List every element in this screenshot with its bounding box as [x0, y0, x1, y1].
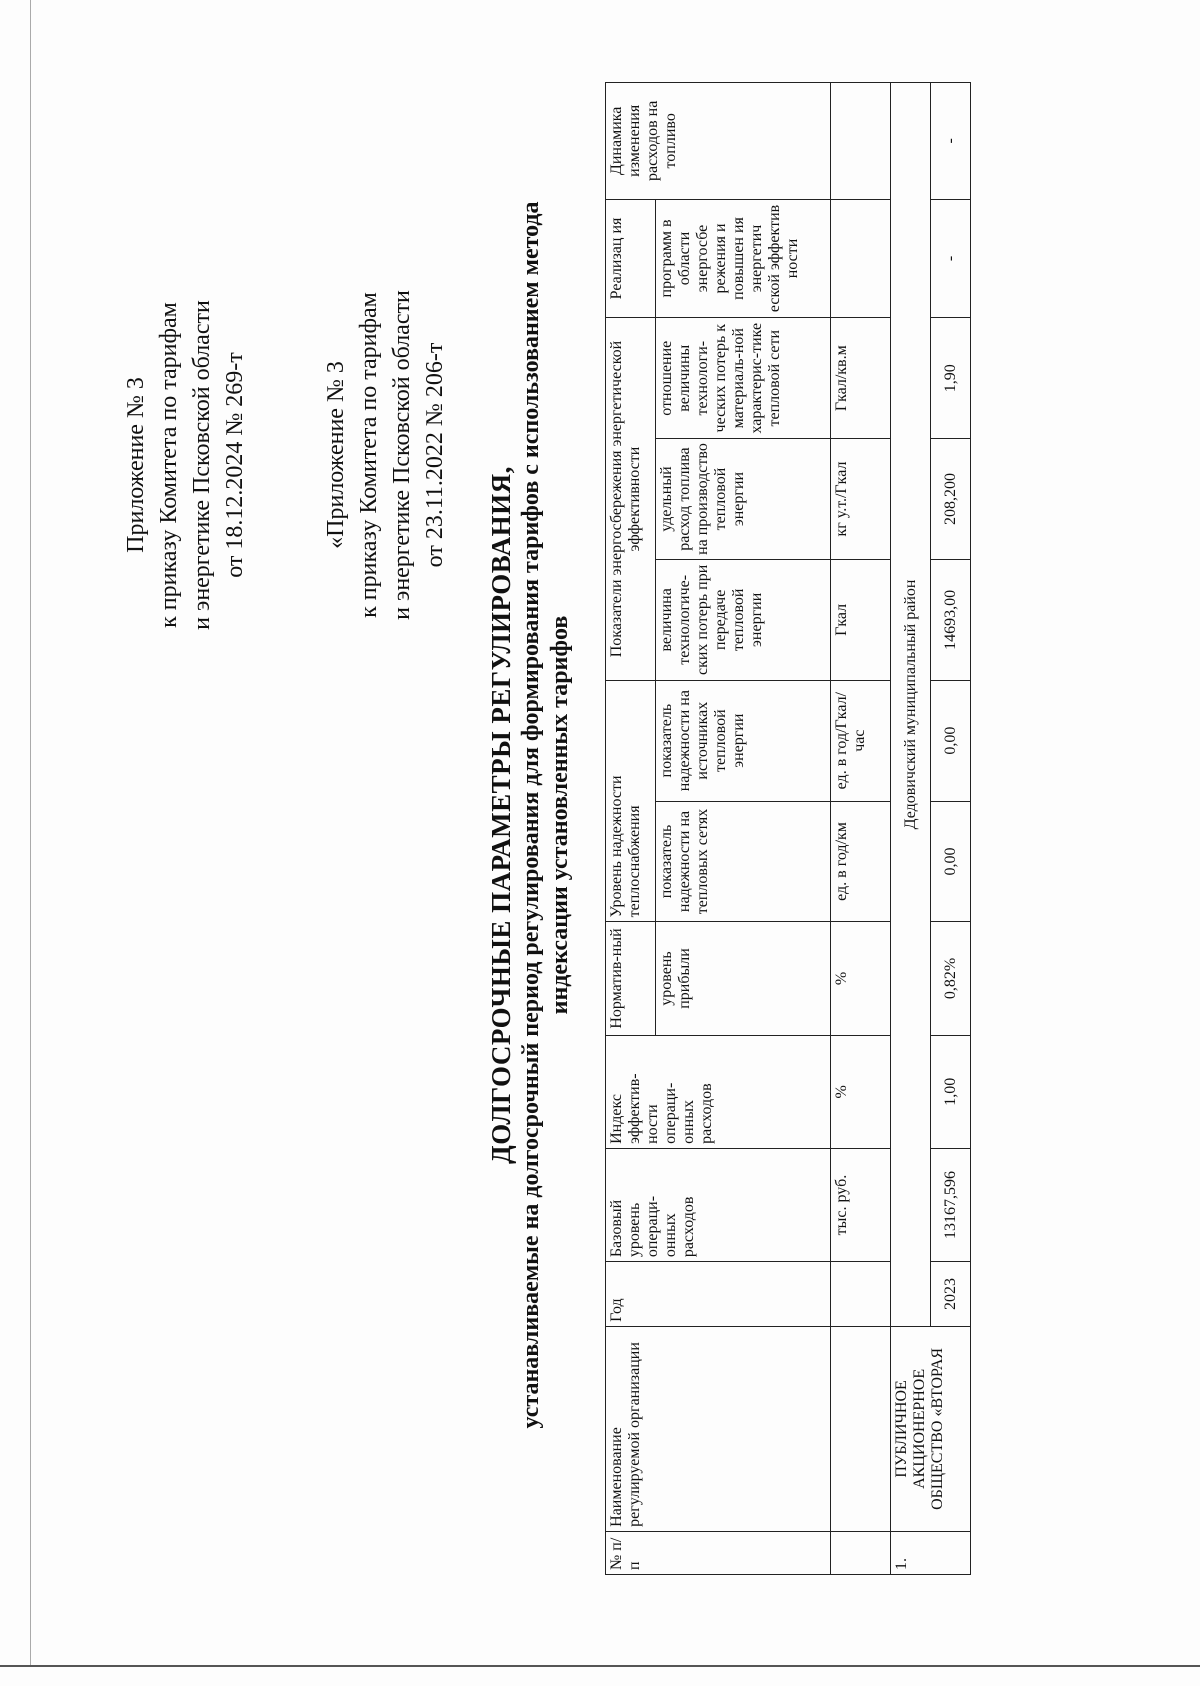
stamp-line: от 18.12.2024 № 269-т	[222, 352, 248, 578]
title-subtitle: индексации установленных тарифов	[547, 615, 573, 1015]
header-normative-group: Норматив-ный	[606, 922, 656, 1035]
header-energy-group: Показатели энергосбережения энергетической эффективности	[606, 318, 656, 680]
header-energy-program: программ в области энергосбе режения и повышен ия энергетич еской эффектив ности	[656, 199, 831, 318]
table-header-row	[606, 83, 656, 1575]
cell-profit-level: 0,82%	[931, 922, 971, 1035]
units-cell: Гкал/кв.м	[831, 318, 891, 439]
units-cell: %	[831, 1035, 891, 1148]
units-cell	[831, 1326, 891, 1531]
cell-fuel-dynamics: -	[931, 83, 971, 200]
stamp-line: к приказу Комитета по тарифам	[156, 302, 182, 628]
cell-reliability-sources: 0,00	[931, 680, 971, 801]
stamp-line: от 23.11.2022 № 206-т	[422, 342, 448, 568]
stamp-line: и энергетике Псковской области	[189, 300, 215, 630]
cell-energy-program: -	[931, 199, 971, 318]
title-main: ДОЛГОСРОЧНЫЕ ПАРАМЕТРЫ РЕГУЛИРОВАНИЯ,	[486, 466, 516, 1164]
header-loss-ratio: отношение величины технологи-ческих потерь к материаль-ной характерис-тике тепловой сети	[656, 318, 831, 439]
cell-reliability-networks: 0,00	[931, 801, 971, 922]
document-title	[485, 65, 575, 1565]
units-cell	[831, 83, 891, 200]
header-program-group: Реализац ия	[606, 199, 656, 318]
parameters-table	[605, 82, 971, 1575]
units-cell	[831, 199, 891, 318]
cell-year: 2023	[931, 1262, 971, 1327]
title-subtitle: устанавливаемые на долгосрочный период регулирования для формирования тарифов с использованием метода	[518, 201, 544, 1429]
header-base-opex: Базовый уровень операци-онных расходов	[606, 1148, 831, 1261]
header-efficiency-index: Индекс эффектив-ности операци-онных расходов	[606, 1035, 831, 1148]
table-units-row	[831, 83, 891, 1575]
stamp-line: и энергетике Псковской области	[389, 290, 415, 620]
units-cell	[831, 1531, 891, 1574]
cell-efficiency-index: 1,00	[931, 1035, 971, 1148]
header-fuel-rate: удельный расход топлива на производство тепловой энергии	[656, 439, 831, 560]
appendix-stamp-current	[120, 235, 252, 695]
cell-fuel-rate: 208,200	[931, 439, 971, 560]
header-org: Наименование регулируемой организации	[606, 1326, 831, 1531]
header-year: Год	[606, 1262, 831, 1327]
stamp-line: к приказу Комитета по тарифам	[356, 292, 382, 618]
table-row	[891, 83, 931, 1575]
row-org-name: ПУБЛИЧНОЕ АКЦИОНЕРНОЕ ОБЩЕСТВО «ВТОРАЯ	[891, 1326, 971, 1531]
header-fuel-dynamics: Динамика изменения расходов на топливо	[606, 83, 831, 200]
row-num: 1.	[891, 1531, 971, 1574]
units-cell: ед. в год/Гкал/час	[831, 680, 891, 801]
page-bottom-edge	[0, 1665, 1200, 1667]
header-profit-level: уровень прибыли	[656, 922, 831, 1035]
units-cell: тыс. руб.	[831, 1148, 891, 1261]
cell-loss-ratio: 1,90	[931, 318, 971, 439]
cell-heat-losses: 14693,00	[931, 559, 971, 680]
cell-base-opex: 13167,596	[931, 1148, 971, 1261]
header-reliability-networks: показатель надежности на тепловых сетях	[656, 801, 831, 922]
stamp-line: Приложение № 3	[123, 377, 149, 553]
header-reliability-group: Уровень надежности теплоснабжения	[606, 680, 656, 922]
units-cell: ед. в год/км	[831, 801, 891, 922]
stamp-line: «Приложение № 3	[323, 361, 349, 549]
header-num: № п/п	[606, 1531, 831, 1574]
units-cell	[831, 1262, 891, 1327]
units-cell: %	[831, 922, 891, 1035]
rotated-document	[15, 30, 1185, 1625]
units-cell: кг у.т./Гкал	[831, 439, 891, 560]
appendix-stamp-previous	[320, 225, 452, 685]
header-heat-losses: величина технологиче-ских потерь при передаче тепловой энергии	[656, 559, 831, 680]
header-reliability-sources: показатель надежности на источниках тепловой энергии	[656, 680, 831, 801]
units-cell: Гкал	[831, 559, 891, 680]
row-district: Дедовичский муниципальный район	[891, 83, 931, 1327]
